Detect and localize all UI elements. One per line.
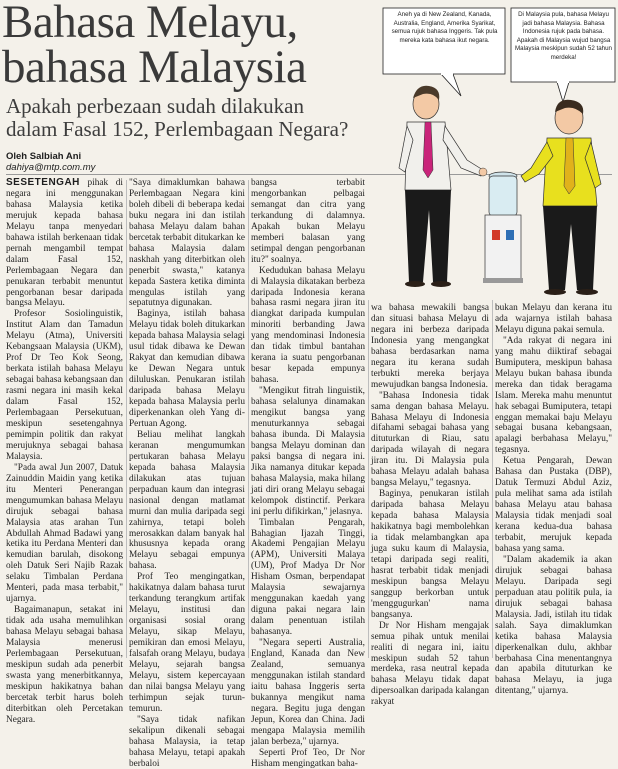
column-3-paragraph-5: "Negara seperti Australia, England, Kanada dan New Zealand, semuanya menggunakan istilah standard iaitu bahasa Inggeris serta bukannya mengikut nama negara. Begitu juga dengan Jepun, Korea dan China. Jadi mengapa Malaysia memilih jalan berbeza," ujarnya. (251, 638, 365, 747)
column-3-paragraph-6: Seperti Prof Teo, Dr Nor Hisham mengingatkan baha- (251, 747, 365, 769)
byline (6, 151, 95, 173)
column-1-paragraph-3: "Pada awal Jun 2007, Datuk Zainuddin Maidin yang ketika itu Menteri Penerangan mengumumkan bahasa Melayu dirujuk sebagai bahasa Malaysia atas arahan Tun Abdullah Ahmad Badawi yang ketika itu Perdana Menteri dan kemudian barulah, disokong oleh Datuk Seri Najib Razak selaku Timbalan Perdana Menteri, pada masa terbabit," ujarnya. (6, 462, 123, 605)
column-1-paragraph-2: Profesor Sosiolinguistik, Institut Alam dan Tamadun Melayu (Atma), Universiti Kebangsaan Malaysia (UKM), Prof Dr Teo Kok Seong, berkata istilah bahasa Melayu sebagai bahasa kebangsaan dan rasmi negara ini masih kekal dalam Fasal 152, Perlembagaan Persekutuan, meskipun sesetengahnya pemimpin politik dan rakyat merujuknya sebagai bahasa Malaysia. (6, 309, 123, 462)
article-column-5 (495, 303, 612, 697)
deck-line-2: dalam Fasal 152, Perlembagaan Negara? (6, 117, 349, 141)
column-5-paragraph-4: "Dalam akademik ia akan dirujuk sebagai bahasa Melayu. Daripada segi perpaduan atau politik pula, ia dirujuk sebagai bahasa Malaysia. Jadi, istilah itu tidak salah. Saya dimaklumkan ketika bahasa Malaysia diperkenalkan dulu, akhbar berbahasa Cina menentangnya dan apabila dituturkan ke bahasa Melayu, ia juga ditentang," ujarnya. (495, 554, 612, 697)
column-2-paragraph-2: Baginya, istilah bahasa Melayu tidak boleh ditukarkan kepada bahasa Malaysia selagi usul tidak dibawa ke Dewan Rakyat dan kemudian dibawa ke Dewan Negara untuk diluluskan. Penukaran istilah daripada bahasa Melayu kepada bahasa Malaysia perlu diperkenankan oleh Yang di-Pertuan Agong. (129, 309, 245, 429)
column-divider (126, 180, 127, 658)
column-4-paragraph-4: Dr Nor Hisham mengajak semua pihak untuk menilai realiti di negara ini, iaitu meskipun sudah 52 tahun merdeka, rasa neutral kepada bahasa Melayu tidak dapat dipersoalkan daripada kalangan rakyat (371, 620, 489, 708)
byline-author: Oleh Salbiah Ani (6, 151, 82, 162)
headline-line-1: Bahasa Melayu, (2, 0, 298, 48)
column-5-paragraph-1: bukan Melayu dan kerana itu ada wajarnya istilah bahasa Melayu diguna pakai semula. (495, 303, 612, 335)
column-2-paragraph-5: "Saya tidak nafikan sekalipun dikenali sebagai bahasa Malaysia, ia tetap bahasa Melayu, tetapi apakah berbaloi (129, 714, 245, 769)
column-divider (248, 180, 249, 658)
column-3-paragraph-1: bangsa terbabit mengorbankan pelbagai semangat dan citra yang terkandung di dalamnya. Apakah bukan Melayu memberi balasan yang setimpal dengan pengorbanan itu?" soalnya. (251, 178, 365, 265)
column-3-paragraph-3: "Mengikut fitrah linguistik, bahasa selalunya dinamakan mengikut bangsa yang menuturkannya sebagai bahasa ibunda. Di Malaysia bangsa Melayu dominan dan paksi bangsa di negara ini. Jika namanya ditukar kepada bahasa Malaysia, maka hilang jati diri orang Melayu sebagai kelompok distinctif. Perkara ini perlu difikirkan," jelasnya. (251, 386, 365, 517)
column-2-paragraph-1: "Saya dimaklumkan bahawa Perlembagaan Negara kini boleh dibeli di beberapa kedai buku negara ini dan istilah bahasa Melayu dalam bahan bercetak terbabit ditukarkan ke bahasa Malaysia dalam naskhah yang diterbitkan oleh penerbit swasta," katanya kepada Sastera ketika diminta mengulas istilah yang sepatutnya digunakan. (129, 178, 245, 309)
left-speech-bubble (383, 8, 505, 96)
cartoon-illustration (371, 0, 618, 300)
article-column-1 (6, 177, 123, 725)
column-2-paragraph-3: Beliau melihat langkah keranan mengumumkan pertukaran bahasa Melayu kepada bahasa Malaysia dilakukan atas tujuan perpaduan kaum dan integrasi nasional dengan matlamat murni dan mulia daripada segi zahirnya, tetapi boleh merosakkan dalam banyak hal khususnya kepada orang Melayu sebagai empunya bahasa. (129, 429, 245, 572)
column-5-paragraph-2: "Ada rakyat di negara ini yang mahu diiktiraf sebagai Bumiputera, meskipun bahasa Melayu bukan bahasa ibunda mereka dan tidak beragama Islam. Mereka mahu menuntut hak sebagai Bumiputera, tetapi enggan memakai baju Melayu sebagai busana kebangsaan, apalagi berbahasa Melayu," tegasnya. (495, 335, 612, 456)
article-column-3 (251, 178, 365, 769)
column-1-paragraph-4: Bagaimanapun, setakat ini tidak ada usaha memulihkan bahasa Melayu sebagai bahasa Malaysia menerusi Perlembagaan Persekutuan, meskipun sudah ada penerbit swasta yang menerbitkannya, meskipun hakikatnya bahan bercetak terbit harus boleh diterbitkan oleh Percetakan Negara. (6, 605, 123, 725)
column-1-paragraph-1: pihak di negara ini menggunakan bahasa Malaysia ketika merujuk kepada bahasa Melayu tanpa menyedari bahawa istilah berkenaan tidak pernah mengambil tempat dalam Fasal 152, Perlembagaan Negara dan penukaran terbabit menuntut pengorbanan besar daripada bangsa Melayu. (6, 178, 123, 309)
headline (2, 0, 362, 93)
right-bubble-text: Di Malaysia pula, bahasa Melayu jadi bahasa Malaysia. Bahasa Indonesia rujuk pada bahasa. Apakah di Malaysia wujud bangsa Malaysia meskipun sudah 52 tahun merdeka! (515, 11, 612, 61)
column-3-paragraph-2: Kedudukan bahasa Melayu di Malaysia dikatakan berbeza daripada Indonesia kerana bahasa rasmi negara jiran itu diangkat daripada kumpulan minoriti berbanding Jawa yang mendominasi Indonesia dan tidak timbul bantahan kerana ia suatu pengorbanan besar kepada empunya bahasa. (251, 265, 365, 386)
column-5-paragraph-3: Ketua Pengarah, Dewan Bahasa dan Pustaka (DBP), Datuk Termuzi Abdul Aziz, pula melihat sama ada istilah bahasa Melayu atau bahasa Malaysia tidak menjadi soal kerana kedua-dua bahasa terbabit, merujuk kepada bahasa yang sama. (495, 456, 612, 554)
dropcap-word: SESETENGAH (6, 177, 80, 188)
column-4-paragraph-1: wa bahasa mewakili bangsa dan situasi bahasa Melayu di negara ini berbeza daripada Indonesia yang mengangkat bahasa berdasarkan nama negara itu kerana sudah terbukti mereka berjaya mewujudkan bangsa Indonesia. (371, 303, 489, 390)
column-3-paragraph-4: Timbalan Pengarah, Bahagian Ijazah Tinggi, Akademi Pengajian Melayu (APM), Universiti Malaya (UM), Prof Madya Dr Nor Hisham Osman, berpendapat Malaysia sewajarnya menggunakan kaedah yang diguna pakai negara lain dalam penentuan istilah bahasanya. (251, 517, 365, 638)
article-column-4 (371, 303, 489, 708)
left-bubble-text: Aneh ya di New Zealand, Kanada, Australia, England, Amerika Syarikat, semua rujuk bahasa Inggeris. Tak pula mereka kata bahasa ikut negara. (391, 11, 498, 44)
man-right (521, 100, 601, 295)
deck-line-1: Apakah perbezaan sudah dilakukan (6, 94, 304, 118)
man-left (399, 86, 487, 287)
column-4-paragraph-2: "Bahasa Indonesia tidak sama dengan bahasa Melayu. Bahasa Melayu di Indonesia difahami sebagai bahasa yang dituturkan di Riau, satu daripada wilayah di negara jiran itu. Di Malaysia pula bahasa Melayu adalah bahasa bangsa Melayu," tegasnya. (371, 390, 489, 489)
column-divider (368, 300, 369, 658)
deck (6, 95, 366, 141)
headline-line-2: bahasa Malaysia (2, 41, 307, 93)
right-speech-bubble (511, 8, 615, 102)
article-column-2 (129, 178, 245, 769)
column-4-paragraph-3: Baginya, penukaran istilah daripada bahasa Melayu kepada bahasa Malaysia hakikatnya bagi membolehkan ia tidak melambangkan apa juga suku kaum di Malaysia, tetapi daripada segi realiti, hasrat terbabit tidak menjadi meskipun bangsa Melayu sanggup berkorban untuk 'menggugurkan' nama bangsanya. (371, 489, 489, 620)
byline-email: dahiya@mtp.com.my (6, 162, 96, 173)
column-2-paragraph-4: Prof Teo mengingatkan, hakikatnya dalam bahasa turut terkandung terangkum artifak Melayu, institusi dan organisasi sosial orang Melayu, sikap Melayu, pemikiran dan emosi Melayu, falsafah orang Melayu, budaya Melayu, sejarah bangsa Melayu, sistem kepercayaan dan nilai bangsa Melayu yang terhimpun sejak turun-temurun. (129, 572, 245, 714)
water-cooler (483, 172, 523, 283)
column-divider (492, 300, 493, 658)
